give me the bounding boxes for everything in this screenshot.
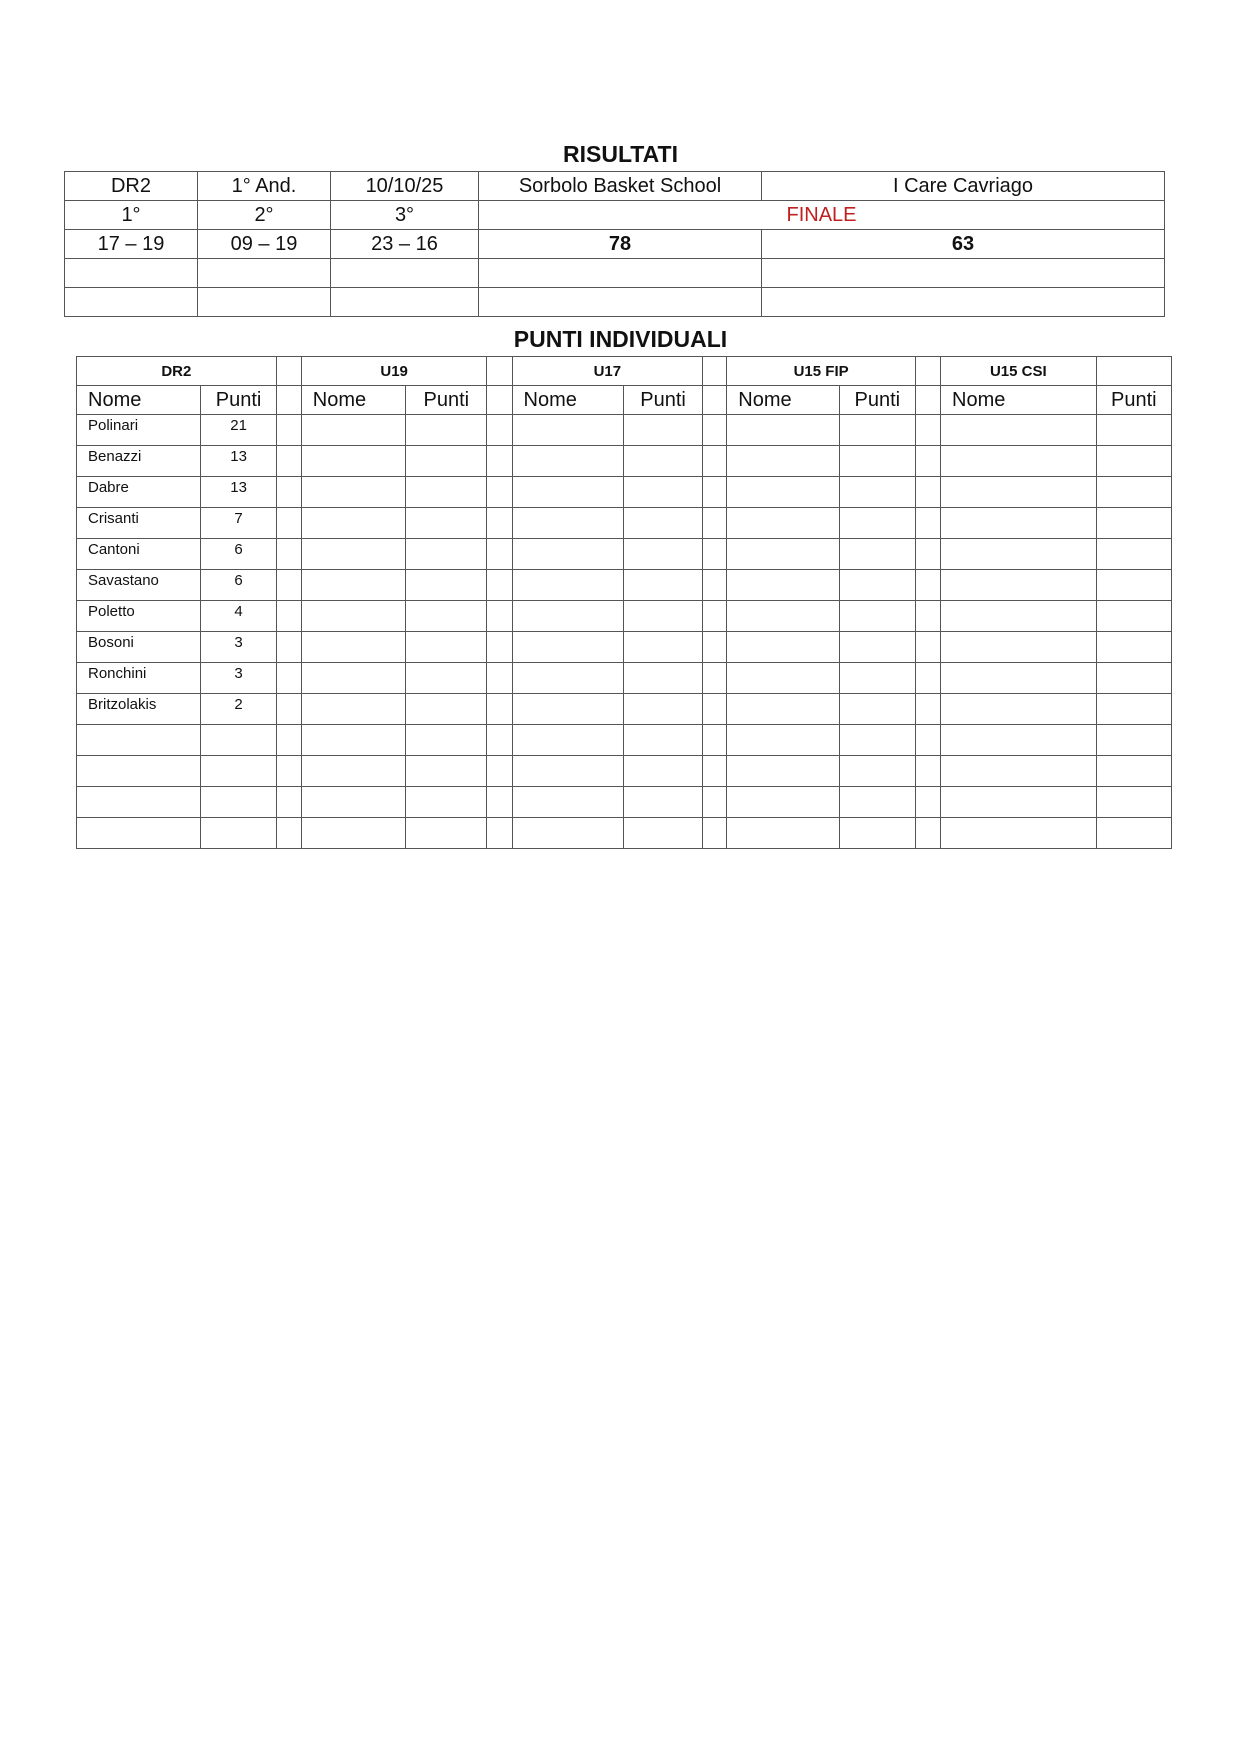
player-points: 4 [201, 601, 276, 632]
category-dr2: DR2 [77, 357, 277, 386]
player-name: Polinari [77, 415, 201, 446]
league-cell: DR2 [65, 172, 198, 201]
nome-header: Nome [512, 386, 623, 415]
player-points [201, 725, 276, 756]
table-row [77, 601, 1172, 632]
player-points [201, 818, 276, 849]
player-points [201, 787, 276, 818]
category-u15-fip: U15 FIP [727, 357, 916, 386]
player-points: 3 [201, 632, 276, 663]
player-name [77, 725, 201, 756]
individual-title: PUNTI INDIVIDUALI [513, 326, 728, 352]
table-row [77, 787, 1172, 818]
table-row [77, 694, 1172, 725]
player-name [77, 756, 201, 787]
period-1-label: 1° [65, 201, 198, 230]
player-name: Bosoni [77, 632, 201, 663]
round-cell: 1° And. [198, 172, 331, 201]
player-points: 21 [201, 415, 276, 446]
final-label: FINALE [479, 201, 1165, 230]
table-row [77, 663, 1172, 694]
period-3-score: 23 – 16 [331, 230, 479, 259]
individual-points-table [76, 356, 1172, 849]
results-scores-row [65, 230, 1165, 259]
date-cell: 10/10/25 [331, 172, 479, 201]
nome-header: Nome [77, 386, 201, 415]
category-u17: U17 [512, 357, 703, 386]
table-row [77, 756, 1172, 787]
period-1-score: 17 – 19 [65, 230, 198, 259]
period-2-score: 09 – 19 [198, 230, 331, 259]
results-empty-row [65, 288, 1165, 317]
punti-header: Punti [1096, 386, 1171, 415]
player-name: Poletto [77, 601, 201, 632]
table-row [77, 446, 1172, 477]
period-3-label: 3° [331, 201, 479, 230]
table-row [77, 415, 1172, 446]
results-empty-row [65, 259, 1165, 288]
player-points: 13 [201, 446, 276, 477]
category-u15-csi: U15 CSI [941, 357, 1097, 386]
away-final-score: 63 [762, 230, 1165, 259]
player-name: Benazzi [77, 446, 201, 477]
player-name [77, 818, 201, 849]
player-points: 2 [201, 694, 276, 725]
table-row [77, 725, 1172, 756]
player-name: Ronchini [77, 663, 201, 694]
away-team-cell: I Care Cavriago [762, 172, 1165, 201]
player-name: Dabre [77, 477, 201, 508]
player-name: Cantoni [77, 539, 201, 570]
period-2-label: 2° [198, 201, 331, 230]
results-header-row [65, 172, 1165, 201]
results-periods-row [65, 201, 1165, 230]
player-points: 13 [201, 477, 276, 508]
results-table [64, 171, 1165, 317]
player-points: 3 [201, 663, 276, 694]
player-points: 7 [201, 508, 276, 539]
player-points: 6 [201, 570, 276, 601]
punti-header: Punti [623, 386, 702, 415]
table-row [77, 508, 1172, 539]
player-name [77, 787, 201, 818]
nome-header: Nome [727, 386, 839, 415]
player-points: 6 [201, 539, 276, 570]
table-row [77, 477, 1172, 508]
table-row [77, 539, 1172, 570]
punti-header: Punti [839, 386, 915, 415]
nome-header: Nome [301, 386, 405, 415]
category-row [77, 357, 1172, 386]
player-points [201, 756, 276, 787]
punti-header: Punti [201, 386, 276, 415]
player-name: Crisanti [77, 508, 201, 539]
category-u19: U19 [301, 357, 487, 386]
results-title: RISULTATI [563, 141, 678, 167]
table-row [77, 818, 1172, 849]
home-final-score: 78 [479, 230, 762, 259]
home-team-cell: Sorbolo Basket School [479, 172, 762, 201]
nome-header: Nome [941, 386, 1097, 415]
table-row [77, 632, 1172, 663]
punti-header: Punti [406, 386, 487, 415]
table-row [77, 570, 1172, 601]
column-header-row [77, 386, 1172, 415]
player-name: Britzolakis [77, 694, 201, 725]
player-name: Savastano [77, 570, 201, 601]
